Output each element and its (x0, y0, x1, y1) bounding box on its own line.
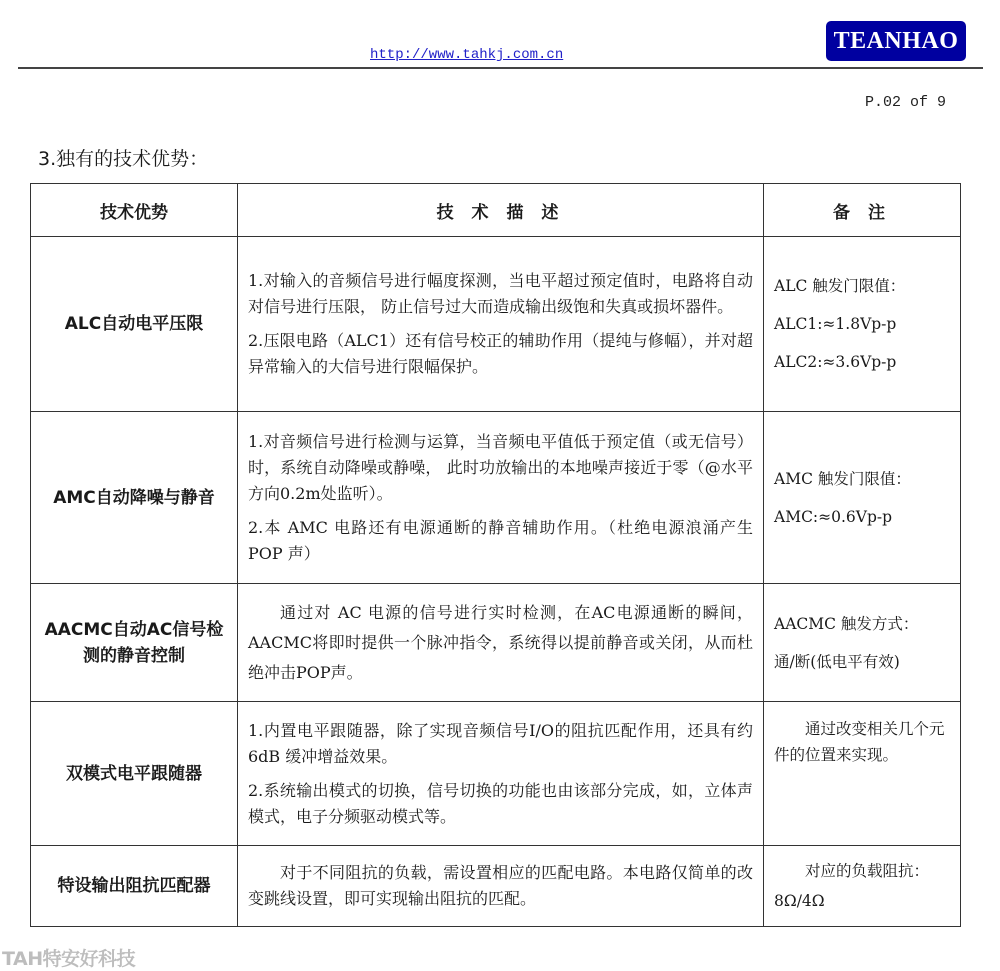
header-notes: 备 注 (764, 184, 961, 237)
advantage-cell: 双模式电平跟随器 (31, 702, 238, 846)
description-item: 通过对 AC 电源的信号进行实时检测，在AC电源通断的瞬间，AACMC将即时提供一个脉冲指令，系统得以提前静音或关闭，从而杜绝冲击POP声。 (248, 602, 753, 682)
note-line: ALC 触发门限值： (774, 277, 906, 295)
notes-cell (764, 846, 961, 927)
description-item: 1.对音频信号进行检测与运算，当音频电平值低于预定值（或无信号）时，系统自动降噪或静噪， 此时功放输出的本地噪声接近于零（@水平方向0.2m处监听）。 (248, 431, 753, 503)
description-item: 2.本 AMC 电路还有电源通断的静音辅助作用。（杜绝电源浪涌产生 POP 声） (248, 517, 753, 563)
description-item: 1.内置电平跟随器，除了实现音频信号I/O的阻抗匹配作用，还具有约 6dB 缓冲增益效果。 (248, 720, 753, 766)
advantage-cell: 特设输出阻抗匹配器 (31, 846, 238, 927)
advantage-cell: AACMC自动AC信号检测的静音控制 (31, 584, 238, 702)
description-item: 1.对输入的音频信号进行幅度探测，当电平超过预定值时，电路将自动对信号进行压限， 防止信号过大而造成输出级饱和失真或损坏器件。 (248, 271, 753, 316)
description-cell (238, 702, 764, 846)
description-item: 对于不同阻抗的负载，需设置相应的匹配电路。本电路仅简单的改变跳线设置，即可实现输出阻抗的匹配。 (248, 863, 753, 908)
advantage-cell: AMC自动降噪与静音 (31, 412, 238, 584)
notes-cell (764, 237, 961, 412)
notes-cell (764, 702, 961, 846)
watermark: TAH特安好科技 (2, 948, 136, 970)
notes-cell (764, 584, 961, 702)
note-line: AMC 触发门限值： (774, 469, 911, 488)
note-line: 通/断(低电平有效) (774, 652, 900, 671)
teanhao-logo: TEANHAO (826, 21, 966, 61)
note-line: 对应的负载阻抗：8Ω/4Ω (774, 862, 930, 910)
description-cell (238, 237, 764, 412)
table-row (31, 412, 961, 584)
description-cell (238, 584, 764, 702)
description-cell (238, 846, 764, 927)
table-row (31, 584, 961, 702)
note-line: 通过改变相关几个元件的位置来实现。 (774, 720, 945, 764)
description-item: 2.压限电路（ALC1）还有信号校正的辅助作用（提纯与修幅），并对超异常输入的大信号进行限幅保护。 (248, 331, 753, 376)
notes-cell (764, 412, 961, 584)
section-title: 3.独有的技术优势： (38, 148, 209, 170)
technical-advantages-table (30, 183, 961, 927)
page-number: P.02 of 9 (864, 94, 946, 111)
header-description: 技 术 描 述 (238, 184, 764, 237)
advantage-cell: ALC自动电平压限 (31, 237, 238, 412)
note-line: ALC1:≈1.8Vp-p (774, 315, 897, 333)
table-header-row (31, 184, 961, 237)
header-advantage: 技术优势 (31, 184, 238, 237)
table-row (31, 846, 961, 927)
note-line: AMC:≈0.6Vp-p (774, 507, 893, 526)
note-line: ALC2:≈3.6Vp-p (774, 353, 897, 371)
description-cell (238, 412, 764, 584)
website-link[interactable]: http://www.tahkj.com.cn (370, 47, 564, 63)
note-line: AACMC 触发方式： (774, 614, 919, 633)
table-row (31, 237, 961, 412)
header-divider (18, 67, 983, 69)
description-item: 2.系统输出模式的切换，信号切换的功能也由该部分完成，如，立体声模式，电子分频驱动模式等。 (248, 780, 753, 826)
table-row (31, 702, 961, 846)
